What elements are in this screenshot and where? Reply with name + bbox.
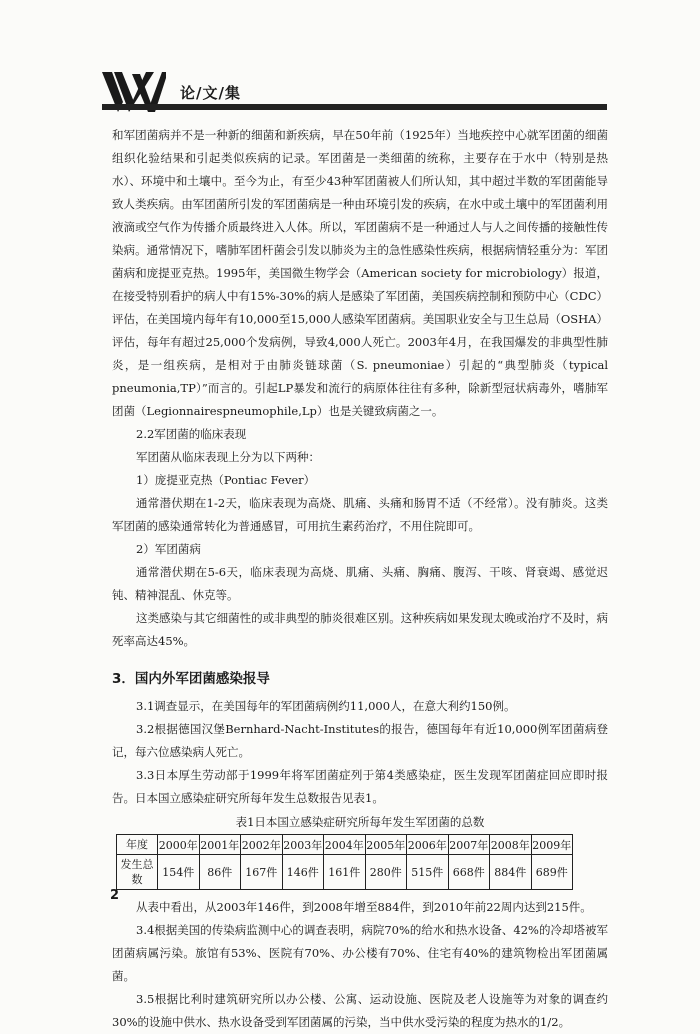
item-1-title: 1）庞提亚克热（Pontiac Fever） xyxy=(136,473,316,487)
section-3-2: 3.2根据德国汉堡Bernhard-Nacht-Institutes的报告，德国每年有近10,000例军团菌病登记，每六位感染病人死亡。 xyxy=(112,722,608,759)
table-cell-count: 161件 xyxy=(324,855,366,890)
table-cell-count: 280件 xyxy=(365,855,407,890)
table-analysis: 从表中看出，从2003年146件，到2008年增至884件，到2010年前22周内达到215件。 xyxy=(136,900,592,914)
section-3-title: 3．国内外军团菌感染报导 xyxy=(112,671,270,687)
table-cell-count: 515件 xyxy=(407,855,449,890)
section-2-2-title: 2.2军团菌的临床表现 xyxy=(136,427,247,441)
table-cell-year: 2001年 xyxy=(199,835,241,855)
table-cell-year: 2009年 xyxy=(531,835,573,855)
page-number: 2 xyxy=(110,888,120,903)
section-3-3: 3.3日本厚生劳动部于1999年将军团菌症列于第4类感染症，医生发现军团菌症回应即时报告。日本国立感染症研究所每年发生总数报告见表1。 xyxy=(112,768,608,805)
table-cell-year: 2008年 xyxy=(490,835,532,855)
table-cell-year: 2006年 xyxy=(407,835,449,855)
section-3-4: 3.4根据美国的传染病监测中心的调查表明，病院70%的给水和热水设备、42%的冷却塔被军团菌病属污染。旅馆有53%、医院有70%、办公楼有70%、住宅有40%的建筑物检出军团菌属菌。 xyxy=(112,923,608,983)
annual-cases-table xyxy=(116,834,573,890)
article-body xyxy=(112,124,608,1034)
table-cell-year: 2004年 xyxy=(324,835,366,855)
table-cell-count: 884件 xyxy=(490,855,532,890)
item-2-text: 通常潜伏期在5-6天，临床表现为高烧、肌痛、头痛、胸痛、腹泻、干咳、肾衰竭、感觉迟钝、精神混乱、休克等。 xyxy=(112,565,608,602)
table-cell-count: 668件 xyxy=(448,855,490,890)
section-2-2-intro: 军团菌从临床表现上分为以下两种： xyxy=(136,450,320,464)
table-cell-year: 2003年 xyxy=(282,835,324,855)
section-3-5: 3.5根据比利时建筑研究所以办公楼、公寓、运动设施、医院及老人设施等为对象的调查约30%的设施中供水、热水设备受到军团菌属的污染，当中供水受污染的程度为热水的1/2。 xyxy=(112,992,608,1029)
table-caption: 表1日本国立感染症研究所每年发生军团菌的总数 xyxy=(235,815,485,829)
table-header-total: 发生总数 xyxy=(117,855,158,890)
table-cell-year: 2000年 xyxy=(158,835,200,855)
intro-paragraph: 和军团菌病并不是一种新的细菌和新疾病，早在50年前（1925年）当地疾控中心就军团菌的细菌组织化验结果和引起类似疾病的记录。军团菌是一类细菌的统称，主要存在于水中（特别是热水）、环境中和土壤中。至今为止，有至少43种军团菌被人们所认知，其中超过半数的军团菌能导致人类疾病。由军团菌所引发的军团菌病是一种由环境引发的疾病，在水中或土壤中的军团菌利用液滴或空气作为传播介质最终进入人体。所以，军团菌病不是一种通过人与人之间传播的接触性传染病。通常情况下，嗜肺军团杆菌会引发以肺炎为主的急性感染性疾病，根据病情轻重分为：军团菌病和庞提亚克热。1995年，美国微生物学会（American society for microbiology）报道，在接受特别看护的病人中有15%-30%的病人是感染了军团菌，美国疾病控制和预防中心（CDC）评估，在美国境内每年有10,000至15,000人感染军团菌病。美国职业安全与卫生总局（OSHA）评估，每年有超过25,000个发病例，导致4,000人死亡。2003年4月，在我国爆发的非典型性肺炎，是一组疾病，是相对于由肺炎链球菌（S. pneumoniae）引起的“典型肺炎（typical pneumonia,TP）”而言的。引起LP暴发和流行的病原体往往有多种，除新型冠状病毒外，嗜肺军团菌（Legionnairespneumophile,Lp）也是关键致病菌之一。 xyxy=(112,128,608,418)
table-cell-count: 146件 xyxy=(282,855,324,890)
table-cell-count: 167件 xyxy=(241,855,283,890)
table-cell-count: 154件 xyxy=(158,855,200,890)
item-2-note: 这类感染与其它细菌性的或非典型的肺炎很难区别。这种疾病如果发现太晚或治疗不及时，病死率高达45%。 xyxy=(112,611,608,648)
page-header xyxy=(102,70,607,114)
header-rule xyxy=(102,104,607,110)
item-2-title: 2）军团菌病 xyxy=(136,542,201,556)
section-3-1: 3.1调查显示，在美国每年的军团菌病例约11,000人，在意大利约150例。 xyxy=(136,699,516,713)
table-row-counts xyxy=(117,855,573,890)
table-row-years xyxy=(117,835,573,855)
table-header-year: 年度 xyxy=(117,835,158,855)
table-cell-count: 86件 xyxy=(199,855,241,890)
table-cell-year: 2002年 xyxy=(241,835,283,855)
journal-title: 论/文/集 xyxy=(180,84,241,102)
table-cell-year: 2007年 xyxy=(448,835,490,855)
item-1-text: 通常潜伏期在1-2天，临床表现为高烧、肌痛、头痛和肠胃不适（不经常）。没有肺炎。这类军团菌的感染通常转化为普通感冒，可用抗生素药治疗，不用住院即可。 xyxy=(112,496,608,533)
table-cell-year: 2005年 xyxy=(365,835,407,855)
table-cell-count: 689件 xyxy=(531,855,573,890)
